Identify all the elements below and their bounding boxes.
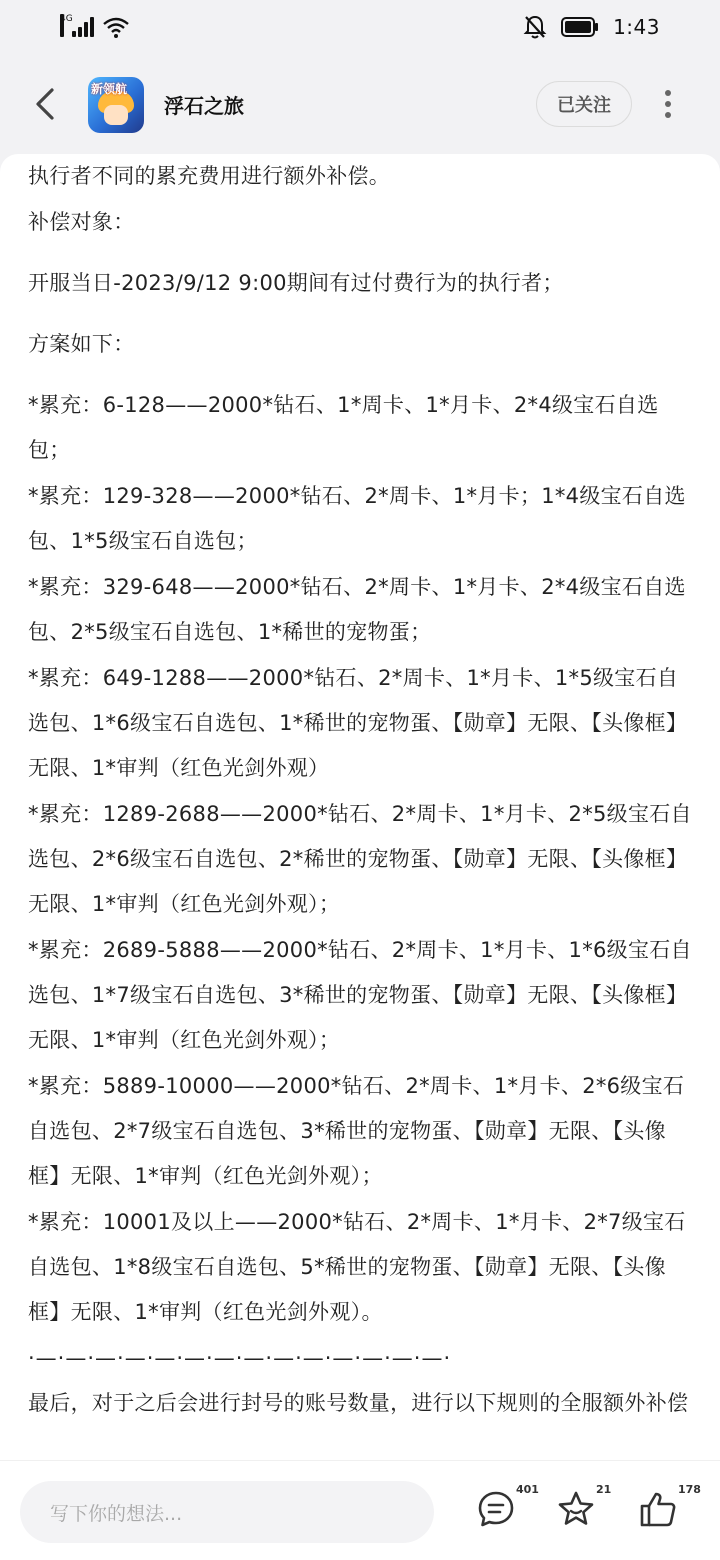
back-arrow-icon[interactable] bbox=[28, 82, 64, 126]
signal-icon bbox=[60, 14, 94, 40]
article-paragraph: 方案如下： bbox=[28, 332, 135, 356]
text-divider: ·—·—·—·—·—·—·—·—·—·—·—·—·—·—· bbox=[28, 1346, 452, 1370]
comment-input[interactable]: 写下你的想法... bbox=[20, 1481, 434, 1543]
article-paragraph: *累充：5889-10000——2000*钻石、2*周卡、1*月卡、2*6级宝石自选包、2*7级宝石自选包、3*稀世的宠物蛋、【勋章】无限、【头像框】无限、1*审判（红色光剑外观）； bbox=[28, 1074, 685, 1188]
article-paragraph: *累充：1289-2688——2000*钻石、2*周卡、1*月卡、2*5级宝石自选包、2*6级宝石自选包、2*稀世的宠物蛋、【勋章】无限、【头像框】无限、1*审判（红色光剑外观）； bbox=[28, 802, 692, 916]
article-paragraph: *累充：329-648——2000*钻石、2*周卡、1*月卡、2*4级宝石自选包、2*5级宝石自选包、1*稀世的宠物蛋； bbox=[28, 575, 686, 644]
article-paragraph: *累充：6-128——2000*钻石、1*周卡、1*月卡、2*4级宝石自选包； bbox=[28, 393, 659, 462]
bottom-action-bar bbox=[0, 1460, 720, 1560]
page-header bbox=[0, 58, 720, 154]
clock: 1:43 bbox=[613, 15, 660, 39]
like-button[interactable] bbox=[638, 1483, 701, 1533]
article-paragraph: *累充：649-1288——2000*钻石、2*周卡、1*月卡、1*5级宝石自选包、1*6级宝石自选包、1*稀世的宠物蛋、【勋章】无限、【头像框】无限、1*审判（红色光剑外观） bbox=[28, 666, 688, 780]
like-count: 178 bbox=[678, 1483, 701, 1496]
collect-count: 21 bbox=[596, 1483, 612, 1496]
article-paragraph: 最后，对于之后会进行封号的账号数量，进行以下规则的全服额外补偿 bbox=[28, 1391, 689, 1415]
follow-button[interactable]: 已关注 bbox=[536, 81, 632, 127]
battery-icon bbox=[561, 16, 599, 38]
article-paragraph: 补偿对象： bbox=[28, 210, 135, 234]
network-type: 4G bbox=[60, 14, 64, 37]
app-avatar[interactable] bbox=[88, 77, 144, 133]
thumbs-up-icon bbox=[638, 1489, 678, 1529]
mute-bell-icon bbox=[523, 14, 547, 40]
article-paragraph: 执行者不同的累充费用进行额外补偿。 bbox=[28, 164, 391, 188]
article-paragraph: *累充：10001及以上——2000*钻石、2*周卡、1*月卡、2*7级宝石自选包、1*8级宝石自选包、5*稀世的宠物蛋、【勋章】无限、【头像框】无限、1*审判（红色光剑外观）。 bbox=[28, 1210, 686, 1324]
more-options-icon[interactable] bbox=[656, 88, 680, 120]
comment-icon bbox=[476, 1489, 516, 1529]
collect-button[interactable] bbox=[556, 1483, 612, 1533]
article-paragraph: 开服当日-2023/9/12 9:00期间有过付费行为的执行者； bbox=[28, 271, 564, 295]
comment-count: 401 bbox=[516, 1483, 539, 1496]
article-body bbox=[28, 154, 692, 1427]
article-paragraph: *累充：2689-5888——2000*钻石、2*周卡、1*月卡、1*6级宝石自选包、1*7级宝石自选包、3*稀世的宠物蛋、【勋章】无限、【头像框】无限、1*审判（红色光剑外观）； bbox=[28, 938, 692, 1052]
star-icon bbox=[556, 1489, 596, 1529]
status-bar bbox=[0, 0, 720, 58]
avatar-logo-text: 新领航 bbox=[91, 82, 128, 96]
page-title[interactable]: 浮石之旅 bbox=[164, 94, 244, 118]
article-paragraph: *累充：129-328——2000*钻石、2*周卡、1*月卡；1*4级宝石自选包、1*5级宝石自选包； bbox=[28, 484, 686, 553]
comment-button[interactable] bbox=[476, 1483, 539, 1533]
post-content[interactable] bbox=[0, 154, 720, 1460]
wifi-icon bbox=[102, 15, 130, 39]
